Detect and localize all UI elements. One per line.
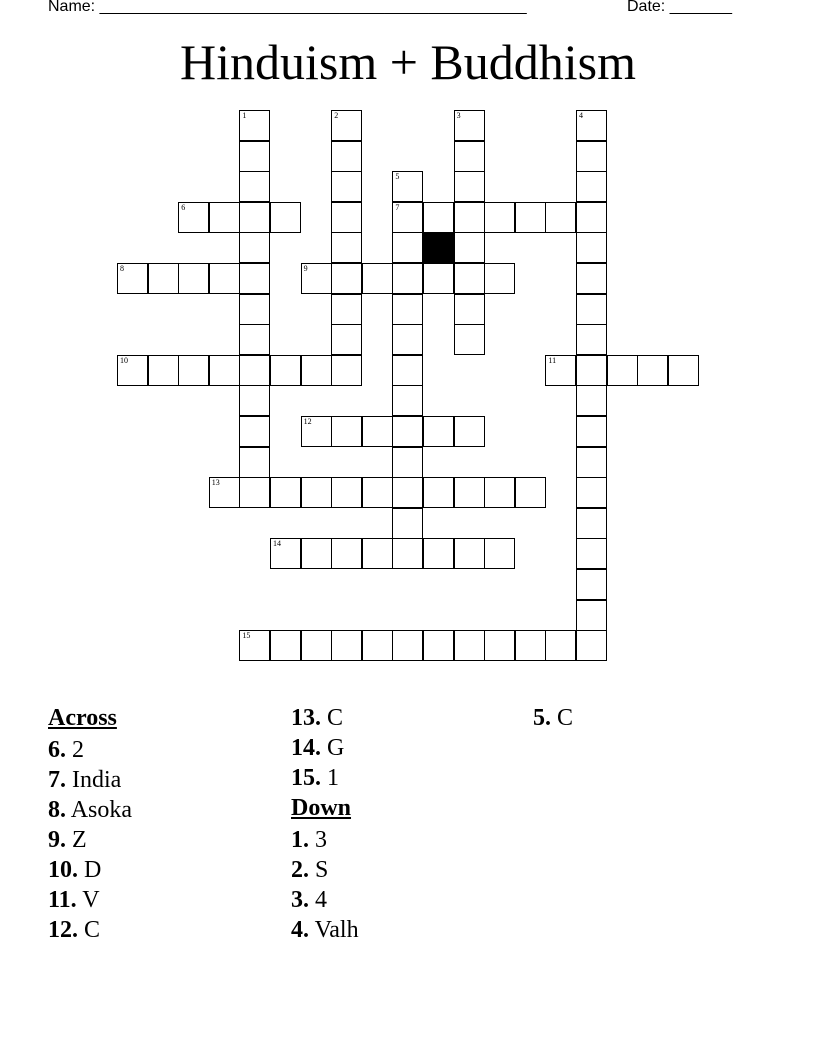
clue-number: 5. bbox=[533, 705, 551, 731]
clue-across-13 bbox=[291, 703, 531, 733]
grid-cell[interactable] bbox=[392, 232, 423, 263]
clue-number-label: 1 bbox=[242, 111, 247, 120]
clue-across-8 bbox=[48, 795, 288, 825]
clue-text: 3 bbox=[315, 827, 327, 853]
clue-number: 4. bbox=[291, 917, 309, 943]
grid-cell[interactable] bbox=[178, 202, 209, 233]
clue-across-14 bbox=[291, 733, 531, 763]
grid-cell[interactable] bbox=[239, 355, 270, 386]
grid-cell[interactable] bbox=[270, 355, 301, 386]
clue-down-3 bbox=[291, 885, 531, 915]
clue-text: V bbox=[82, 887, 100, 913]
grid-cell[interactable] bbox=[301, 538, 332, 569]
grid-cell[interactable] bbox=[423, 263, 454, 294]
grid-cell[interactable] bbox=[484, 263, 515, 294]
clue-number: 14. bbox=[291, 735, 321, 761]
grid-cell[interactable] bbox=[423, 630, 454, 661]
grid-cell[interactable] bbox=[423, 416, 454, 447]
grid-cell[interactable] bbox=[423, 477, 454, 508]
grid-cell[interactable] bbox=[148, 263, 179, 294]
page-title: Hinduism + Buddhism bbox=[179, 34, 637, 90]
clue-number-label: 2 bbox=[334, 111, 339, 120]
clue-text: 4 bbox=[315, 887, 327, 913]
grid-cell[interactable] bbox=[454, 294, 485, 325]
grid-cell[interactable] bbox=[270, 630, 301, 661]
grid-cell[interactable] bbox=[301, 477, 332, 508]
clue-down-2 bbox=[291, 855, 531, 885]
clue-across-10 bbox=[48, 855, 288, 885]
grid-cell[interactable] bbox=[178, 355, 209, 386]
grid-cell[interactable] bbox=[331, 324, 362, 355]
grid-cell[interactable] bbox=[392, 477, 423, 508]
grid-cell[interactable] bbox=[423, 202, 454, 233]
grid-cell[interactable] bbox=[301, 416, 332, 447]
clue-number-label: 5 bbox=[395, 172, 400, 182]
black-cell bbox=[423, 232, 454, 263]
grid-cell[interactable] bbox=[392, 508, 423, 539]
clue-number-label: 4 bbox=[579, 111, 583, 120]
clue-number: 7. bbox=[48, 767, 66, 793]
grid-cell[interactable] bbox=[454, 110, 485, 141]
grid-cell[interactable] bbox=[239, 477, 270, 508]
grid-cell[interactable] bbox=[392, 202, 423, 233]
clue-text: D bbox=[84, 857, 102, 883]
grid-cell[interactable] bbox=[270, 477, 301, 508]
grid-cell[interactable] bbox=[576, 630, 607, 661]
clue-across-12 bbox=[48, 915, 288, 945]
clue-number: 15. bbox=[291, 765, 321, 791]
clue-across-9 bbox=[48, 825, 288, 855]
grid-cell[interactable] bbox=[392, 294, 423, 325]
grid-cell[interactable] bbox=[239, 202, 270, 233]
grid-cell[interactable] bbox=[576, 263, 607, 294]
clue-number-label: 13 bbox=[211, 478, 220, 488]
grid-cell[interactable] bbox=[331, 294, 362, 325]
clue-number-label: 12 bbox=[303, 417, 312, 426]
grid-cell[interactable] bbox=[331, 630, 362, 661]
clue-text: 1 bbox=[327, 765, 339, 791]
grid-cell[interactable] bbox=[484, 538, 515, 569]
grid-cell[interactable] bbox=[301, 263, 332, 294]
grid-cell[interactable] bbox=[148, 355, 179, 386]
grid-cell[interactable] bbox=[576, 171, 607, 202]
clue-column-2 bbox=[291, 703, 531, 945]
clue-column-1 bbox=[48, 703, 288, 945]
clue-number-label: 7 bbox=[395, 202, 400, 212]
grid-cell[interactable] bbox=[454, 477, 485, 508]
grid-cell[interactable] bbox=[331, 202, 362, 233]
grid-cell[interactable] bbox=[545, 355, 576, 386]
grid-cell[interactable] bbox=[239, 110, 270, 141]
grid-cell[interactable] bbox=[423, 538, 454, 569]
clue-number-label: 10 bbox=[120, 355, 128, 365]
grid-cell[interactable] bbox=[576, 141, 607, 172]
grid-cell[interactable] bbox=[239, 141, 270, 172]
grid-cell[interactable] bbox=[576, 508, 607, 539]
clue-number-label: 15 bbox=[242, 631, 251, 641]
grid-cell[interactable] bbox=[117, 263, 148, 294]
grid-cell[interactable] bbox=[392, 538, 423, 569]
clue-number: 11. bbox=[48, 887, 77, 913]
grid-cell[interactable] bbox=[515, 202, 546, 233]
grid-cell[interactable] bbox=[270, 202, 301, 233]
grid-cell[interactable] bbox=[607, 355, 638, 386]
clue-text: S bbox=[315, 857, 329, 883]
grid-cell[interactable] bbox=[392, 263, 423, 294]
down-heading: Down bbox=[291, 795, 352, 821]
grid-cell[interactable] bbox=[576, 324, 607, 355]
grid-cell[interactable] bbox=[239, 263, 270, 294]
clue-number: 6. bbox=[48, 737, 66, 763]
clue-text: Z bbox=[72, 827, 87, 853]
grid-cell[interactable] bbox=[454, 324, 485, 355]
grid-cell[interactable] bbox=[576, 477, 607, 508]
grid-cell[interactable] bbox=[576, 232, 607, 263]
grid-cell[interactable] bbox=[331, 232, 362, 263]
grid-cell[interactable] bbox=[454, 171, 485, 202]
clue-number: 1. bbox=[291, 827, 309, 853]
grid-cell[interactable] bbox=[576, 202, 607, 233]
grid-cell[interactable] bbox=[178, 263, 209, 294]
clue-number-label: 6 bbox=[181, 202, 186, 212]
name-field[interactable]: Name: ________________________________________________ bbox=[48, 0, 527, 15]
grid-cell[interactable] bbox=[576, 385, 607, 416]
grid-cell[interactable] bbox=[576, 569, 607, 600]
grid-cell[interactable] bbox=[331, 110, 362, 141]
grid-cell[interactable] bbox=[454, 630, 485, 661]
grid-cell[interactable] bbox=[301, 630, 332, 661]
clue-across-6 bbox=[48, 735, 288, 765]
clue-text: Valh bbox=[314, 917, 359, 943]
grid-cell[interactable] bbox=[576, 416, 607, 447]
grid-cell[interactable] bbox=[454, 416, 485, 447]
grid-cell[interactable] bbox=[331, 416, 362, 447]
grid-cell[interactable] bbox=[362, 416, 393, 447]
across-heading: Across bbox=[48, 705, 117, 731]
grid-cell[interactable] bbox=[392, 447, 423, 478]
grid-cell[interactable] bbox=[392, 171, 423, 202]
clue-number-label: 8 bbox=[120, 264, 124, 273]
grid-cell[interactable] bbox=[545, 202, 576, 233]
grid-cell[interactable] bbox=[454, 141, 485, 172]
clue-number-label: 14 bbox=[273, 539, 281, 549]
grid-cell[interactable] bbox=[392, 416, 423, 447]
clue-text: C bbox=[327, 705, 344, 731]
grid-cell[interactable] bbox=[239, 232, 270, 263]
grid-cell[interactable] bbox=[484, 630, 515, 661]
clue-text: C bbox=[557, 705, 574, 731]
grid-cell[interactable] bbox=[362, 263, 393, 294]
grid-cell[interactable] bbox=[209, 355, 240, 386]
grid-cell[interactable] bbox=[668, 355, 699, 386]
grid-cell[interactable] bbox=[117, 355, 148, 386]
grid-cell[interactable] bbox=[637, 355, 668, 386]
grid-cell[interactable] bbox=[515, 477, 546, 508]
clue-number-label: 9 bbox=[303, 264, 308, 273]
clue-number: 12. bbox=[48, 917, 78, 943]
grid-cell[interactable] bbox=[454, 263, 485, 294]
grid-cell[interactable] bbox=[576, 110, 607, 141]
clue-text: India bbox=[72, 767, 122, 793]
grid-cell[interactable] bbox=[331, 355, 362, 386]
grid-cell[interactable] bbox=[515, 630, 546, 661]
clue-text: 2 bbox=[72, 737, 84, 763]
grid-cell[interactable] bbox=[209, 202, 240, 233]
grid-cell[interactable] bbox=[484, 477, 515, 508]
grid-cell[interactable] bbox=[331, 538, 362, 569]
grid-cell[interactable] bbox=[331, 477, 362, 508]
clue-across-15 bbox=[291, 763, 531, 793]
clue-down-5 bbox=[533, 703, 773, 733]
grid-cell[interactable] bbox=[331, 263, 362, 294]
grid-cell[interactable] bbox=[331, 141, 362, 172]
clue-number: 2. bbox=[291, 857, 309, 883]
grid-cell[interactable] bbox=[209, 477, 240, 508]
grid-cell[interactable] bbox=[331, 171, 362, 202]
grid-cell[interactable] bbox=[545, 630, 576, 661]
grid-cell[interactable] bbox=[362, 630, 393, 661]
clue-across-11 bbox=[48, 885, 288, 915]
grid-cell[interactable] bbox=[392, 385, 423, 416]
grid-cell[interactable] bbox=[239, 324, 270, 355]
clue-column-3 bbox=[533, 703, 773, 733]
grid-cell[interactable] bbox=[454, 232, 485, 263]
grid-cell[interactable] bbox=[454, 202, 485, 233]
clue-down-4 bbox=[291, 915, 531, 945]
grid-cell[interactable] bbox=[362, 477, 393, 508]
clue-number-label: 3 bbox=[456, 111, 461, 120]
grid-cell[interactable] bbox=[239, 385, 270, 416]
grid-cell[interactable] bbox=[454, 538, 485, 569]
clue-number-label: 11 bbox=[548, 355, 557, 365]
grid-cell[interactable] bbox=[484, 202, 515, 233]
clue-text: Asoka bbox=[70, 797, 133, 823]
grid-cell[interactable] bbox=[239, 447, 270, 478]
clue-text: C bbox=[84, 917, 101, 943]
grid-cell[interactable] bbox=[392, 630, 423, 661]
clue-number: 8. bbox=[48, 797, 66, 823]
grid-cell[interactable] bbox=[576, 294, 607, 325]
grid-cell[interactable] bbox=[392, 355, 423, 386]
grid-cell[interactable] bbox=[576, 355, 607, 386]
grid-cell[interactable] bbox=[239, 171, 270, 202]
clue-number: 9. bbox=[48, 827, 66, 853]
clue-across-7 bbox=[48, 765, 288, 795]
clue-number: 13. bbox=[291, 705, 321, 731]
grid-cell[interactable] bbox=[239, 630, 270, 661]
grid-cell[interactable] bbox=[576, 600, 607, 631]
grid-cell[interactable] bbox=[239, 294, 270, 325]
date-field[interactable]: Date: _______ bbox=[627, 0, 732, 15]
clue-text: G bbox=[327, 735, 345, 761]
grid-cell[interactable] bbox=[576, 447, 607, 478]
grid-cell[interactable] bbox=[362, 538, 393, 569]
grid-cell[interactable] bbox=[209, 263, 240, 294]
clue-number: 10. bbox=[48, 857, 78, 883]
grid-cell[interactable] bbox=[576, 538, 607, 569]
grid-cell[interactable] bbox=[270, 538, 301, 569]
clue-number: 3. bbox=[291, 887, 309, 913]
clue-down-1 bbox=[291, 825, 531, 855]
grid-cell[interactable] bbox=[239, 416, 270, 447]
grid-cell[interactable] bbox=[392, 324, 423, 355]
grid-cell[interactable] bbox=[301, 355, 332, 386]
